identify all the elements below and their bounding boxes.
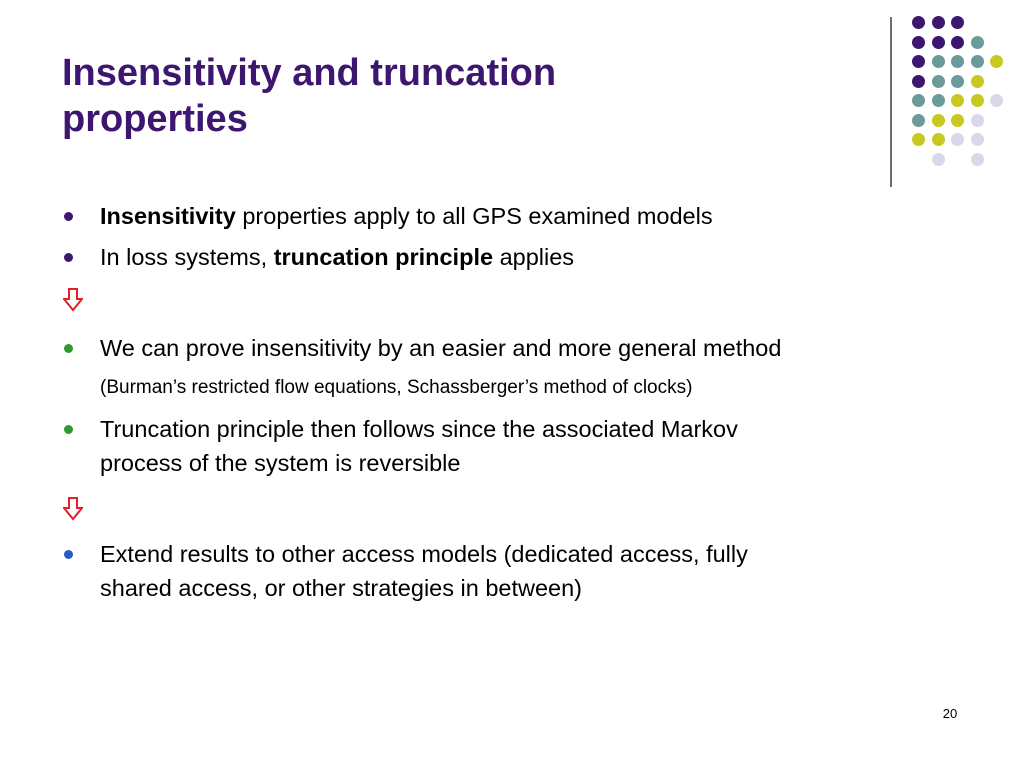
decorative-dot	[932, 153, 945, 166]
bold-term: truncation principle	[273, 244, 494, 270]
decorative-dot	[932, 94, 945, 107]
slide-title-line-1: Insensitivity and truncation	[62, 52, 557, 94]
decorative-dot	[971, 133, 984, 146]
page-number: 20	[942, 706, 958, 721]
decorative-dot	[932, 133, 945, 146]
decorative-dot	[951, 36, 964, 49]
bold-term: Insensitivity	[100, 203, 236, 229]
decorative-dot	[971, 55, 984, 68]
bullet-text: We can prove insensitivity by an easier and more general method	[100, 335, 782, 361]
bullet-dot	[64, 344, 73, 353]
decorative-dot	[971, 75, 984, 88]
decorative-dot	[951, 114, 964, 127]
decorative-dot	[912, 36, 925, 49]
bullet-text: In loss systems,	[100, 244, 274, 270]
decorative-dot	[951, 16, 964, 29]
bullet-text: properties apply to all GPS examined models	[235, 203, 713, 229]
decorative-dot	[932, 114, 945, 127]
decorative-dot	[932, 75, 945, 88]
decorative-dot	[971, 94, 984, 107]
bullet-text-line-2: shared access, or other strategies in between)	[100, 575, 583, 601]
bullet-text-line-2: process of the system is reversible	[100, 450, 461, 476]
decorative-dot	[932, 16, 945, 29]
decorative-dot	[912, 114, 925, 127]
decorative-dot	[971, 114, 984, 127]
decorative-dot	[912, 133, 925, 146]
decorative-dot	[912, 16, 925, 29]
bullet-item-prove-insensitivity	[100, 331, 960, 365]
decorative-dot	[951, 55, 964, 68]
sub-item-methods	[100, 375, 960, 401]
decorative-dot	[932, 55, 945, 68]
decorative-divider	[890, 17, 892, 187]
bullet-dot	[64, 550, 73, 559]
down-arrow-icon	[63, 497, 83, 521]
bullet-text: applies	[493, 244, 575, 270]
down-arrow-icon	[63, 288, 83, 312]
decorative-dot	[951, 75, 964, 88]
decorative-dot	[990, 55, 1003, 68]
bullet-text-line-1: Truncation principle then follows since the associated Markov	[100, 416, 738, 442]
bullet-dot	[64, 212, 73, 221]
bullet-text-line-1: Extend results to other access models (dedicated access, fully	[100, 541, 748, 567]
bullet-dot	[64, 425, 73, 434]
bullet-item-insensitivity	[100, 199, 960, 233]
bullet-item-loss-systems	[100, 240, 960, 274]
sub-text: (Burman’s restricted flow equations, Schassberger’s method of clocks)	[100, 377, 693, 398]
decorative-dot	[912, 75, 925, 88]
bullet-item-extend-results	[100, 537, 960, 605]
decorative-dot	[990, 94, 1003, 107]
slide-title	[62, 50, 822, 142]
slide-title-line-2: properties	[62, 98, 248, 140]
decorative-dot	[932, 36, 945, 49]
decorative-dot	[951, 94, 964, 107]
decorative-dot	[971, 153, 984, 166]
decorative-dot	[912, 94, 925, 107]
bullet-item-truncation-principle	[100, 412, 960, 480]
decorative-dot	[912, 55, 925, 68]
decorative-dot	[971, 36, 984, 49]
bullet-dot	[64, 253, 73, 262]
decorative-dot	[951, 133, 964, 146]
